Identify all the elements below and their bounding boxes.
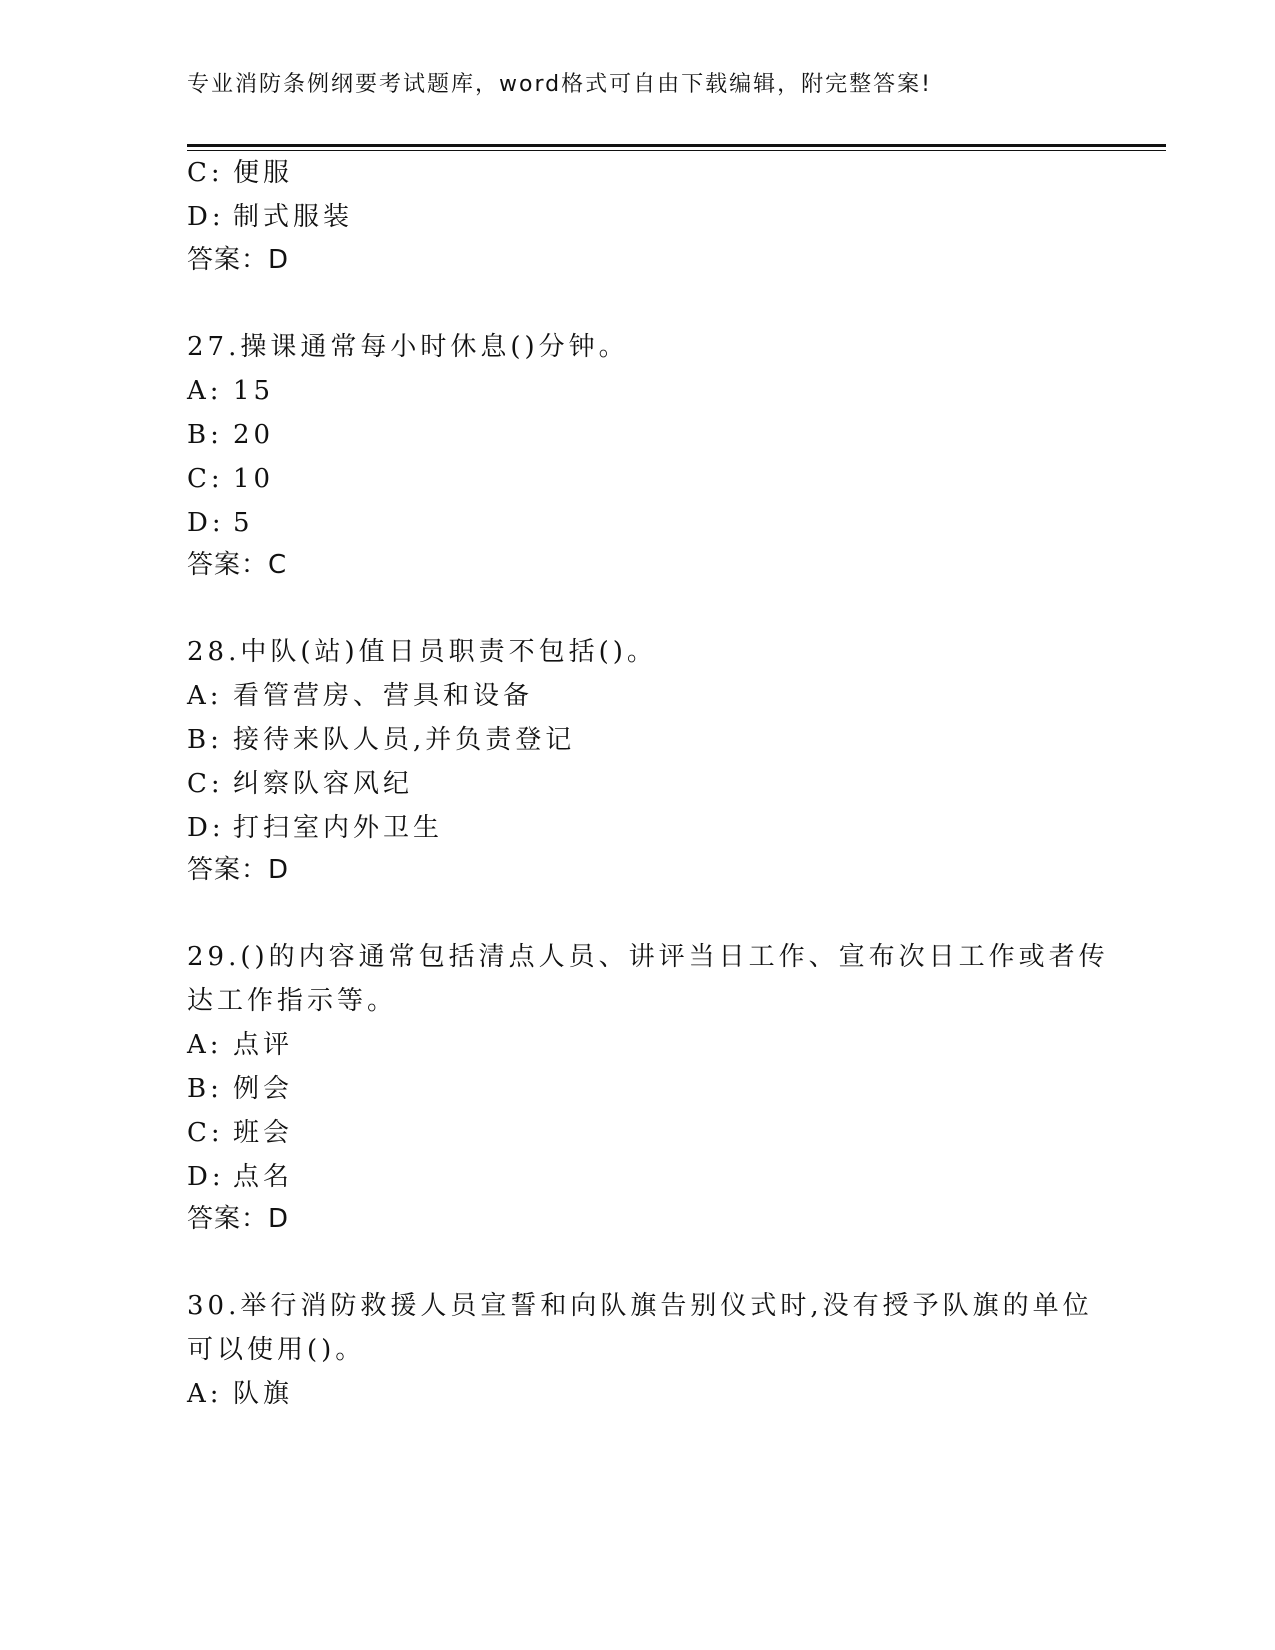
option-text: 点名 [233, 1162, 294, 1192]
answer-option [187, 1120, 293, 1146]
header-rule-thin [187, 150, 1166, 151]
option-label: B: [187, 725, 223, 755]
answer-key: 答案：D [187, 245, 290, 275]
option-label: C: [187, 1118, 224, 1148]
answer-option [187, 1076, 293, 1102]
option-text: 5 [233, 508, 254, 538]
option-text: 15 [233, 376, 275, 406]
option-text: 便服 [233, 158, 294, 188]
option-text: 例会 [233, 1074, 294, 1104]
question-text: 29.()的内容通常包括清点人员、讲评当日工作、宣布次日工作或者传 [187, 942, 1109, 972]
question-text: 可以使用()。 [187, 1335, 366, 1365]
option-text: 看管营房、营具和设备 [233, 681, 534, 711]
answer-option [187, 815, 443, 841]
answer-option [187, 422, 274, 448]
answer-option [187, 1032, 293, 1058]
answer-option [187, 204, 353, 230]
option-text: 制式服装 [233, 202, 354, 232]
option-text: 队旗 [233, 1379, 294, 1409]
question-text: 达工作指示等。 [187, 986, 398, 1016]
option-label: A: [187, 1030, 223, 1060]
option-label: A: [187, 1379, 223, 1409]
question-text: 30.举行消防救援人员宣誓和向队旗告别仪式时,没有授予队旗的单位 [187, 1291, 1093, 1321]
option-label: C: [187, 769, 224, 799]
option-text: 点评 [233, 1030, 294, 1060]
answer-option [187, 683, 533, 709]
answer-option [187, 466, 274, 492]
option-label: C: [187, 158, 224, 188]
document-header: 专业消防条例纲要考试题库，word格式可自由下载编辑，附完整答案! [187, 72, 932, 97]
option-text: 班会 [233, 1118, 294, 1148]
answer-option [187, 771, 413, 797]
answer-option [187, 1381, 293, 1407]
question-text: 28.中队(站)值日员职责不包括()。 [187, 637, 657, 667]
option-text: 20 [233, 420, 275, 450]
option-label: C: [187, 464, 224, 494]
option-label: A: [187, 681, 223, 711]
option-label: D: [187, 508, 225, 538]
option-text: 接待来队人员,并负责登记 [233, 725, 576, 755]
option-label: A: [187, 376, 223, 406]
option-label: B: [187, 1074, 223, 1104]
answer-key: 答案：D [187, 1204, 290, 1234]
question-text: 27.操课通常每小时休息()分钟。 [187, 332, 629, 362]
answer-key: 答案：D [187, 855, 290, 885]
option-text: 10 [233, 464, 275, 494]
answer-option [187, 160, 293, 186]
answer-option [187, 727, 575, 753]
option-label: B: [187, 420, 223, 450]
header-rule-thick [187, 144, 1166, 147]
option-label: D: [187, 202, 225, 232]
answer-key: 答案：C [187, 550, 288, 580]
option-text: 打扫室内外卫生 [233, 813, 444, 843]
answer-option [187, 378, 274, 404]
option-label: D: [187, 813, 225, 843]
answer-option [187, 1164, 293, 1190]
answer-option [187, 510, 254, 536]
option-label: D: [187, 1162, 225, 1192]
option-text: 纠察队容风纪 [233, 769, 414, 799]
